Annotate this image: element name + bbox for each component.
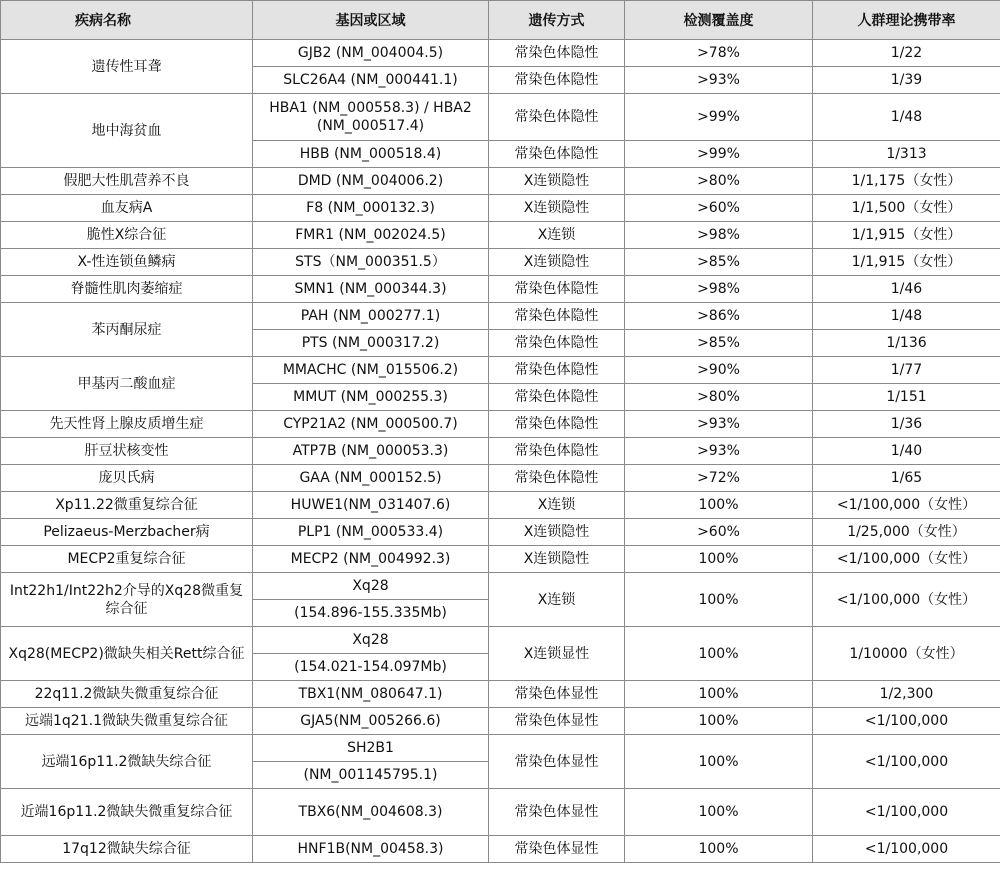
coverage-cell: >98% xyxy=(625,222,813,249)
inheritance-cell: 常染色体隐性 xyxy=(489,141,625,168)
carrier-rate-cell: 1/40 xyxy=(813,438,1000,465)
disease-cell: Pelizaeus-Merzbacher病 xyxy=(1,519,253,546)
gene-cell: TBX1(NM_080647.1) xyxy=(253,681,489,708)
table-row xyxy=(1,735,1000,762)
table-row xyxy=(1,94,1000,141)
table-row xyxy=(1,681,1000,708)
coverage-cell: >78% xyxy=(625,40,813,67)
inheritance-cell: 常染色体显性 xyxy=(489,681,625,708)
inheritance-cell: 常染色体隐性 xyxy=(489,303,625,330)
carrier-rate-cell: <1/100,000（女性） xyxy=(813,573,1000,627)
carrier-rate-cell: 1/48 xyxy=(813,94,1000,141)
carrier-rate-cell: <1/100,000（女性） xyxy=(813,546,1000,573)
table-row xyxy=(1,492,1000,519)
table-row xyxy=(1,249,1000,276)
gene-cell: FMR1 (NM_002024.5) xyxy=(253,222,489,249)
carrier-rate-cell: 1/313 xyxy=(813,141,1000,168)
inheritance-cell: X连锁隐性 xyxy=(489,249,625,276)
gene-cell: F8 (NM_000132.3) xyxy=(253,195,489,222)
table-row xyxy=(1,519,1000,546)
gene-cell: MMUT (NM_000255.3) xyxy=(253,384,489,411)
coverage-cell: >99% xyxy=(625,141,813,168)
disease-cell: 脆性X综合征 xyxy=(1,222,253,249)
gene-cell: (154.021-154.097Mb) xyxy=(253,654,489,681)
gene-cell: TBX6(NM_004608.3) xyxy=(253,789,489,836)
gene-cell: MMACHC (NM_015506.2) xyxy=(253,357,489,384)
gene-cell: ATP7B (NM_000053.3) xyxy=(253,438,489,465)
table-row xyxy=(1,627,1000,654)
disease-cell: 22q11.2微缺失微重复综合征 xyxy=(1,681,253,708)
table-row xyxy=(1,195,1000,222)
table-row xyxy=(1,276,1000,303)
gene-cell: HBA1 (NM_000558.3) / HBA2 (NM_000517.4) xyxy=(253,94,489,141)
gene-cell: CYP21A2 (NM_000500.7) xyxy=(253,411,489,438)
inheritance-cell: 常染色体隐性 xyxy=(489,330,625,357)
disease-cell: 遗传性耳聋 xyxy=(1,40,253,94)
carrier-rate-cell: 1/36 xyxy=(813,411,1000,438)
disease-cell: 近端16p11.2微缺失微重复综合征 xyxy=(1,789,253,836)
disease-cell: 远端16p11.2微缺失综合征 xyxy=(1,735,253,789)
disease-cell: 先天性肾上腺皮质增生症 xyxy=(1,411,253,438)
carrier-rate-cell: 1/1,915（女性） xyxy=(813,249,1000,276)
table-row xyxy=(1,222,1000,249)
gene-cell: Xq28 xyxy=(253,627,489,654)
inheritance-cell: 常染色体隐性 xyxy=(489,276,625,303)
coverage-cell: >80% xyxy=(625,384,813,411)
coverage-cell: >80% xyxy=(625,168,813,195)
carrier-rate-cell: 1/1,175（女性） xyxy=(813,168,1000,195)
disease-cell: Xp11.22微重复综合征 xyxy=(1,492,253,519)
inheritance-cell: X连锁隐性 xyxy=(489,168,625,195)
coverage-cell: >72% xyxy=(625,465,813,492)
inheritance-cell: 常染色体隐性 xyxy=(489,384,625,411)
table-row xyxy=(1,438,1000,465)
inheritance-cell: 常染色体隐性 xyxy=(489,40,625,67)
table-row xyxy=(1,411,1000,438)
inheritance-cell: X连锁 xyxy=(489,222,625,249)
carrier-rate-cell: 1/151 xyxy=(813,384,1000,411)
gene-cell: HUWE1(NM_031407.6) xyxy=(253,492,489,519)
inheritance-cell: 常染色体隐性 xyxy=(489,67,625,94)
gene-cell: PLP1 (NM_000533.4) xyxy=(253,519,489,546)
coverage-cell: >99% xyxy=(625,94,813,141)
table-row xyxy=(1,836,1000,863)
coverage-cell: 100% xyxy=(625,735,813,789)
table-row xyxy=(1,303,1000,330)
inheritance-cell: X连锁 xyxy=(489,492,625,519)
gene-cell: MECP2 (NM_004992.3) xyxy=(253,546,489,573)
inheritance-cell: X连锁隐性 xyxy=(489,519,625,546)
coverage-cell: >93% xyxy=(625,411,813,438)
coverage-cell: 100% xyxy=(625,681,813,708)
table-row xyxy=(1,168,1000,195)
disease-cell: 血友病A xyxy=(1,195,253,222)
inheritance-cell: X连锁 xyxy=(489,573,625,627)
gene-cell: PTS (NM_000317.2) xyxy=(253,330,489,357)
gene-cell: SMN1 (NM_000344.3) xyxy=(253,276,489,303)
gene-cell: HNF1B(NM_00458.3) xyxy=(253,836,489,863)
carrier-rate-cell: 1/22 xyxy=(813,40,1000,67)
table-row xyxy=(1,40,1000,67)
carrier-rate-cell: 1/10000（女性） xyxy=(813,627,1000,681)
coverage-cell: 100% xyxy=(625,836,813,863)
table-row xyxy=(1,708,1000,735)
disease-cell: Int22h1/Int22h2介导的Xq28微重复综合征 xyxy=(1,573,253,627)
disease-cell: 庞贝氏病 xyxy=(1,465,253,492)
carrier-rate-cell: 1/46 xyxy=(813,276,1000,303)
coverage-cell: 100% xyxy=(625,708,813,735)
carrier-rate-cell: <1/100,000 xyxy=(813,789,1000,836)
disease-cell: 甲基丙二酸血症 xyxy=(1,357,253,411)
table-row xyxy=(1,546,1000,573)
carrier-rate-cell: <1/100,000（女性） xyxy=(813,492,1000,519)
inheritance-cell: 常染色体显性 xyxy=(489,735,625,789)
inheritance-cell: 常染色体隐性 xyxy=(489,465,625,492)
carrier-rate-cell: 1/136 xyxy=(813,330,1000,357)
inheritance-cell: 常染色体显性 xyxy=(489,836,625,863)
coverage-cell: >93% xyxy=(625,67,813,94)
carrier-rate-cell: 1/65 xyxy=(813,465,1000,492)
gene-cell: DMD (NM_004006.2) xyxy=(253,168,489,195)
table-row xyxy=(1,789,1000,836)
table-row xyxy=(1,573,1000,600)
disease-cell: 假肥大性肌营养不良 xyxy=(1,168,253,195)
disease-cell: 17q12微缺失综合征 xyxy=(1,836,253,863)
carrier-rate-cell: <1/100,000 xyxy=(813,836,1000,863)
disease-cell: Xq28(MECP2)微缺失相关Rett综合征 xyxy=(1,627,253,681)
gene-cell: GJA5(NM_005266.6) xyxy=(253,708,489,735)
inheritance-cell: 常染色体显性 xyxy=(489,708,625,735)
coverage-cell: >93% xyxy=(625,438,813,465)
coverage-cell: >86% xyxy=(625,303,813,330)
carrier-rate-cell: <1/100,000 xyxy=(813,708,1000,735)
disease-cell: 肝豆状核变性 xyxy=(1,438,253,465)
carrier-rate-cell: 1/2,300 xyxy=(813,681,1000,708)
inheritance-cell: 常染色体隐性 xyxy=(489,94,625,141)
header-inheritance: 遗传方式 xyxy=(489,1,625,40)
inheritance-cell: X连锁隐性 xyxy=(489,546,625,573)
inheritance-cell: 常染色体隐性 xyxy=(489,411,625,438)
disease-cell: 脊髓性肌肉萎缩症 xyxy=(1,276,253,303)
coverage-cell: >85% xyxy=(625,249,813,276)
gene-cell: SH2B1 xyxy=(253,735,489,762)
header-carrier-rate: 人群理论携带率 xyxy=(813,1,1000,40)
coverage-cell: >60% xyxy=(625,519,813,546)
inheritance-cell: 常染色体隐性 xyxy=(489,438,625,465)
gene-cell: GAA (NM_000152.5) xyxy=(253,465,489,492)
carrier-rate-cell: <1/100,000 xyxy=(813,735,1000,789)
disease-cell: MECP2重复综合征 xyxy=(1,546,253,573)
table-row xyxy=(1,465,1000,492)
carrier-rate-cell: 1/39 xyxy=(813,67,1000,94)
gene-cell: STS（NM_000351.5） xyxy=(253,249,489,276)
coverage-cell: >90% xyxy=(625,357,813,384)
gene-cell: HBB (NM_000518.4) xyxy=(253,141,489,168)
disease-cell: X-性连锁鱼鳞病 xyxy=(1,249,253,276)
header-gene: 基因或区域 xyxy=(253,1,489,40)
header-coverage: 检测覆盖度 xyxy=(625,1,813,40)
inheritance-cell: X连锁显性 xyxy=(489,627,625,681)
carrier-rate-cell: 1/77 xyxy=(813,357,1000,384)
gene-cell: (154.896-155.335Mb) xyxy=(253,600,489,627)
header-disease: 疾病名称 xyxy=(1,1,253,40)
coverage-cell: 100% xyxy=(625,789,813,836)
gene-cell: (NM_001145795.1) xyxy=(253,762,489,789)
inheritance-cell: X连锁隐性 xyxy=(489,195,625,222)
coverage-cell: 100% xyxy=(625,573,813,627)
disease-cell: 远端1q21.1微缺失微重复综合征 xyxy=(1,708,253,735)
coverage-cell: >85% xyxy=(625,330,813,357)
gene-cell: GJB2 (NM_004004.5) xyxy=(253,40,489,67)
coverage-cell: >98% xyxy=(625,276,813,303)
coverage-cell: 100% xyxy=(625,546,813,573)
gene-cell: PAH (NM_000277.1) xyxy=(253,303,489,330)
coverage-cell: >60% xyxy=(625,195,813,222)
disease-cell: 地中海贫血 xyxy=(1,94,253,168)
coverage-cell: 100% xyxy=(625,492,813,519)
carrier-rate-cell: 1/48 xyxy=(813,303,1000,330)
gene-cell: Xq28 xyxy=(253,573,489,600)
carrier-rate-cell: 1/25,000（女性） xyxy=(813,519,1000,546)
header-row xyxy=(1,1,1000,40)
coverage-cell: 100% xyxy=(625,627,813,681)
inheritance-cell: 常染色体隐性 xyxy=(489,357,625,384)
table-row xyxy=(1,357,1000,384)
inheritance-cell: 常染色体显性 xyxy=(489,789,625,836)
gene-cell: SLC26A4 (NM_000441.1) xyxy=(253,67,489,94)
disease-cell: 苯丙酮尿症 xyxy=(1,303,253,357)
carrier-rate-cell: 1/1,915（女性） xyxy=(813,222,1000,249)
carrier-rate-cell: 1/1,500（女性） xyxy=(813,195,1000,222)
